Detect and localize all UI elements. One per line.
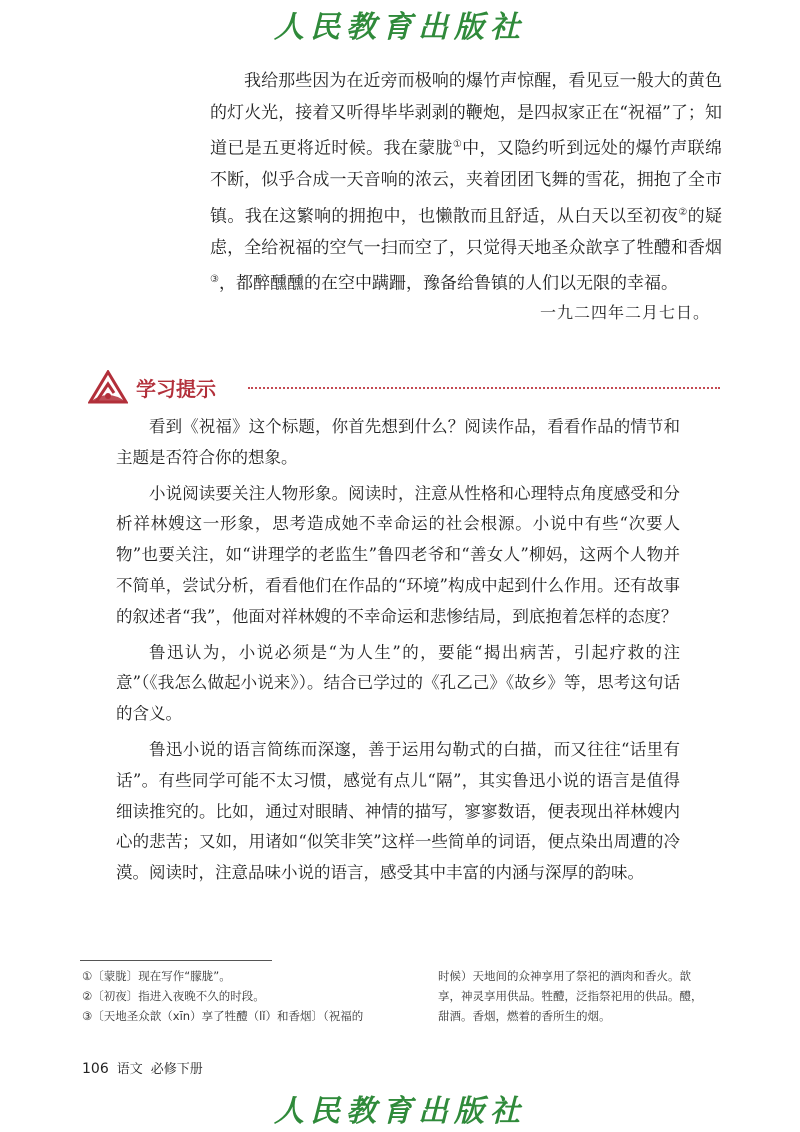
study-tips-divider [248, 387, 720, 389]
story-date: 一九二四年二月七日。 [539, 303, 710, 322]
study-tips-title: 学习提示 [136, 377, 216, 401]
study-tips-body [116, 412, 680, 894]
page-number: 106 [82, 1061, 109, 1077]
tips-paragraph: 鲁迅小说的语言简练而深邃，善于运用勾勒式的白描，而又往往“话里有话”。有些同学可能不太习惯，感觉有点儿“隔”，其实鲁迅小说的语言是值得细读推究的。比如，通过对眼睛、神情的描写，寥寥数语，便表现出祥林嫂内心的悲苦；又如，用诸如“似笑非笑”这样一些简单的词语，便点染出周遭的冷漠。阅读时，注意品味小说的语言，感受其中丰富的内涵与深厚的韵味。 [116, 739, 680, 883]
footnote-marker-2[interactable]: ② [678, 206, 688, 218]
footnotes-left-column [82, 966, 422, 1026]
story-segment: 的疑虑，全给祝福的空气一扫而空了，只觉得天地圣众歆享了牲醴和香烟 [210, 206, 723, 258]
footnote-divider [80, 960, 272, 961]
footnote-3-continued: 享，神灵享用供品。牲醴，泛指祭祀用的供品。醴， [438, 989, 703, 1003]
story-paragraph [210, 66, 722, 300]
book-label: 必修下册 [150, 1062, 203, 1077]
story-segment: 中，又隐约听到远处的爆竹声联绵不断，似乎合成一天音响的浓云，夹着团团飞舞的雪花，拥抱了全市镇。我在这繁响的拥抱中，也懒散而且舒适，从白天以至初夜 [210, 138, 722, 227]
footnote-marker-3[interactable]: ③ [210, 274, 219, 286]
footnote-1: ①〔蒙胧〕现在写作“朦胧”。 [82, 969, 231, 983]
footnote-3: ③〔天地圣众歆（xīn）享了牲醴（lǐ）和香烟〕（祝福的 [82, 1009, 364, 1023]
study-tips-icon [88, 370, 128, 404]
publisher-logo-bottom: 人民教育出版社 [274, 1094, 526, 1129]
footnote-3-continued: 时候）天地间的众神享用了祭祀的酒肉和香火。歆 [438, 969, 691, 983]
subject-label: 语文 [116, 1062, 143, 1077]
footnote-3-continued: 甜酒。香烟，燃着的香所生的烟。 [438, 1009, 611, 1023]
story-segment: 我给那些因为在近旁而极响的爆竹声惊醒，看见豆一般大的黄色的灯火光，接着又听得毕毕剥剥的鞭炮，是四叔家正在“祝福”了；知道已是五更将近时候。我在蒙胧 [210, 71, 722, 159]
tips-paragraph: 看到《祝福》这个标题，你首先想到什么？阅读作品，看看作品的情节和主题是否符合你的想象。 [116, 417, 680, 467]
study-tips-header [88, 368, 720, 404]
page-folio [82, 1058, 203, 1077]
footnotes-right-column [438, 966, 728, 1026]
tips-paragraph: 小说阅读要关注人物形象。阅读时，注意从性格和心理特点角度感受和分析祥林嫂这一形象，思考造成她不幸命运的社会根源。小说中有些“次要人物”也要关注，如“讲理学的老监生”鲁四老爷和“善女人”柳妈，这两个人物并不简单，尝试分析，看看他们在作品的“环境”构成中起到什么作用。还有故事的叙述者“我”，他面对祥林嫂的不幸命运和悲惨结局，到底抱着怎样的态度？ [116, 483, 680, 626]
footnote-marker-1[interactable]: ① [452, 139, 463, 150]
tips-paragraph: 鲁迅认为，小说必须是“为人生”的，要能“揭出病苦，引起疗救的注意”（《我怎么做起小说来》）。结合已学过的《孔乙己》《故乡》等，思考这句话的含义。 [116, 642, 680, 724]
story-segment: ，都醉醺醺的在空中蹒跚，豫备给鲁镇的人们以无限的幸福。 [218, 273, 678, 294]
footnote-2: ②〔初夜〕指进入夜晚不久的时段。 [82, 989, 265, 1003]
publisher-logo-top: 人民教育出版社 [274, 10, 526, 45]
story-text [210, 66, 722, 300]
